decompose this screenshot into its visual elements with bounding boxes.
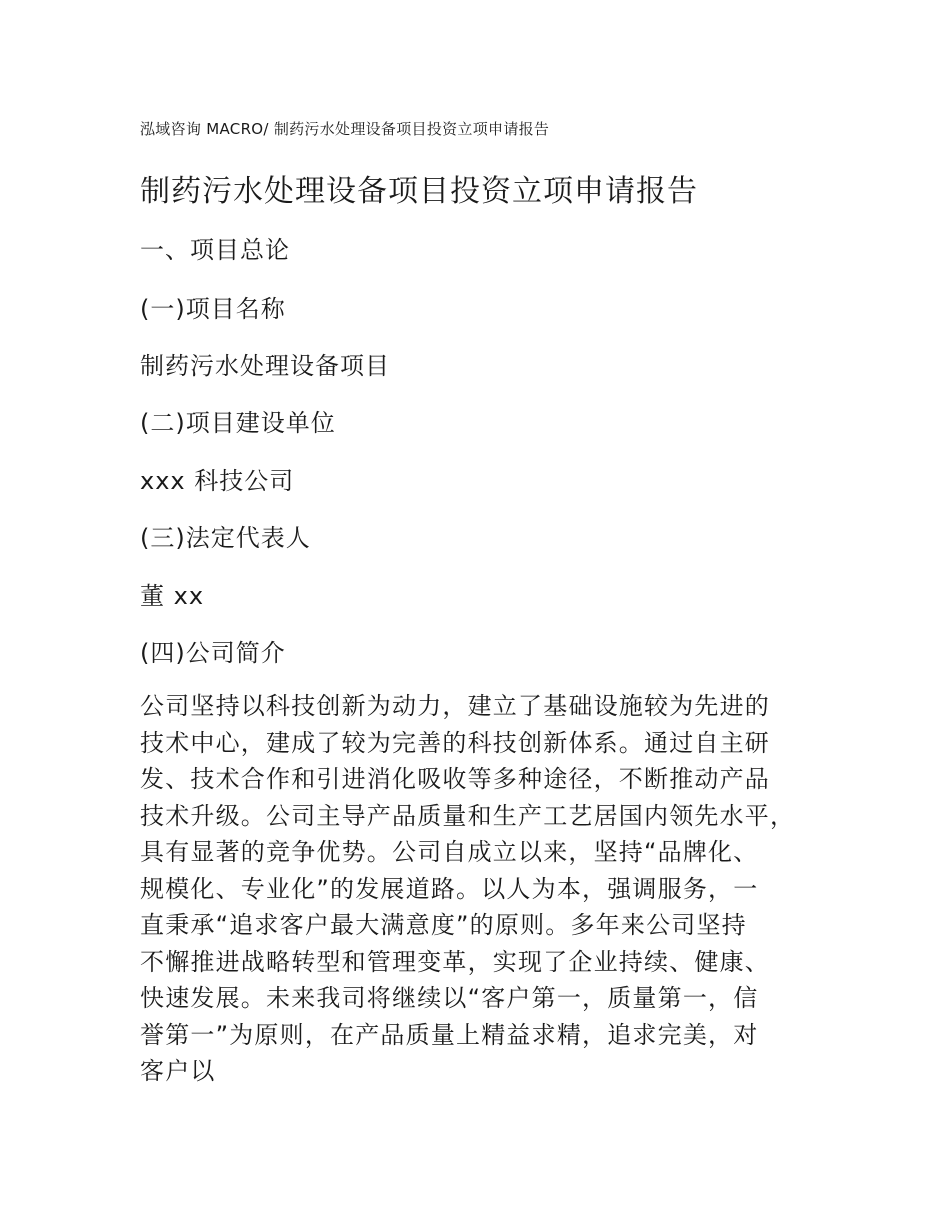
- subheading-legal-representative: (三)法定代表人: [140, 524, 311, 552]
- paragraph-line: 技术中心，建成了较为完善的科技创新体系。通过自主研: [140, 728, 770, 757]
- construction-unit-value: xxx 科技公司: [140, 467, 295, 495]
- legal-representative-value: 董 xx: [140, 582, 205, 610]
- subheading-construction-unit: (二)项目建设单位: [140, 409, 336, 437]
- subheading-project-name: (一)项目名称: [140, 295, 286, 323]
- running-header: 泓域咨询 MACRO/ 制药污水处理设备项目投资立项申请报告: [140, 120, 550, 138]
- paragraph-line: 不懈推进战略转型和管理变革，实现了企业持续、健康、: [140, 947, 770, 976]
- paragraph-line: 直秉承“追求客户最大满意度”的原则。多年来公司坚持: [140, 911, 747, 939]
- project-name-value: 制药污水处理设备项目: [140, 352, 390, 380]
- company-profile-paragraph: [140, 688, 820, 1090]
- paragraph-line: 快速发展。未来我司将继续以“客户第一，质量第一，信: [140, 984, 759, 1012]
- paragraph-line: 誉第一”为原则，在产品质量上精益求精，追求完美，对: [140, 1020, 759, 1049]
- paragraph-line: 公司坚持以科技创新为动力，建立了基础设施较为先进的: [140, 692, 770, 720]
- document-title: 制药污水处理设备项目投资立项申请报告: [140, 174, 698, 209]
- paragraph-line: 具有显著的竞争优势。公司自成立以来，坚持“品牌化、: [140, 838, 759, 866]
- paragraph-line: 规模化、专业化”的发展道路。以人为本，强调服务，一: [140, 874, 759, 903]
- paragraph-line: 技术升级。公司主导产品质量和生产工艺居国内领先水平，: [140, 801, 796, 830]
- section-heading-overview: 一、项目总论: [140, 236, 290, 264]
- paragraph-line: 发、技术合作和引进消化吸收等多种途径，不断推动产品: [140, 765, 770, 793]
- paragraph-line: 客户以: [140, 1057, 216, 1085]
- subheading-company-profile: (四)公司简介: [140, 639, 286, 667]
